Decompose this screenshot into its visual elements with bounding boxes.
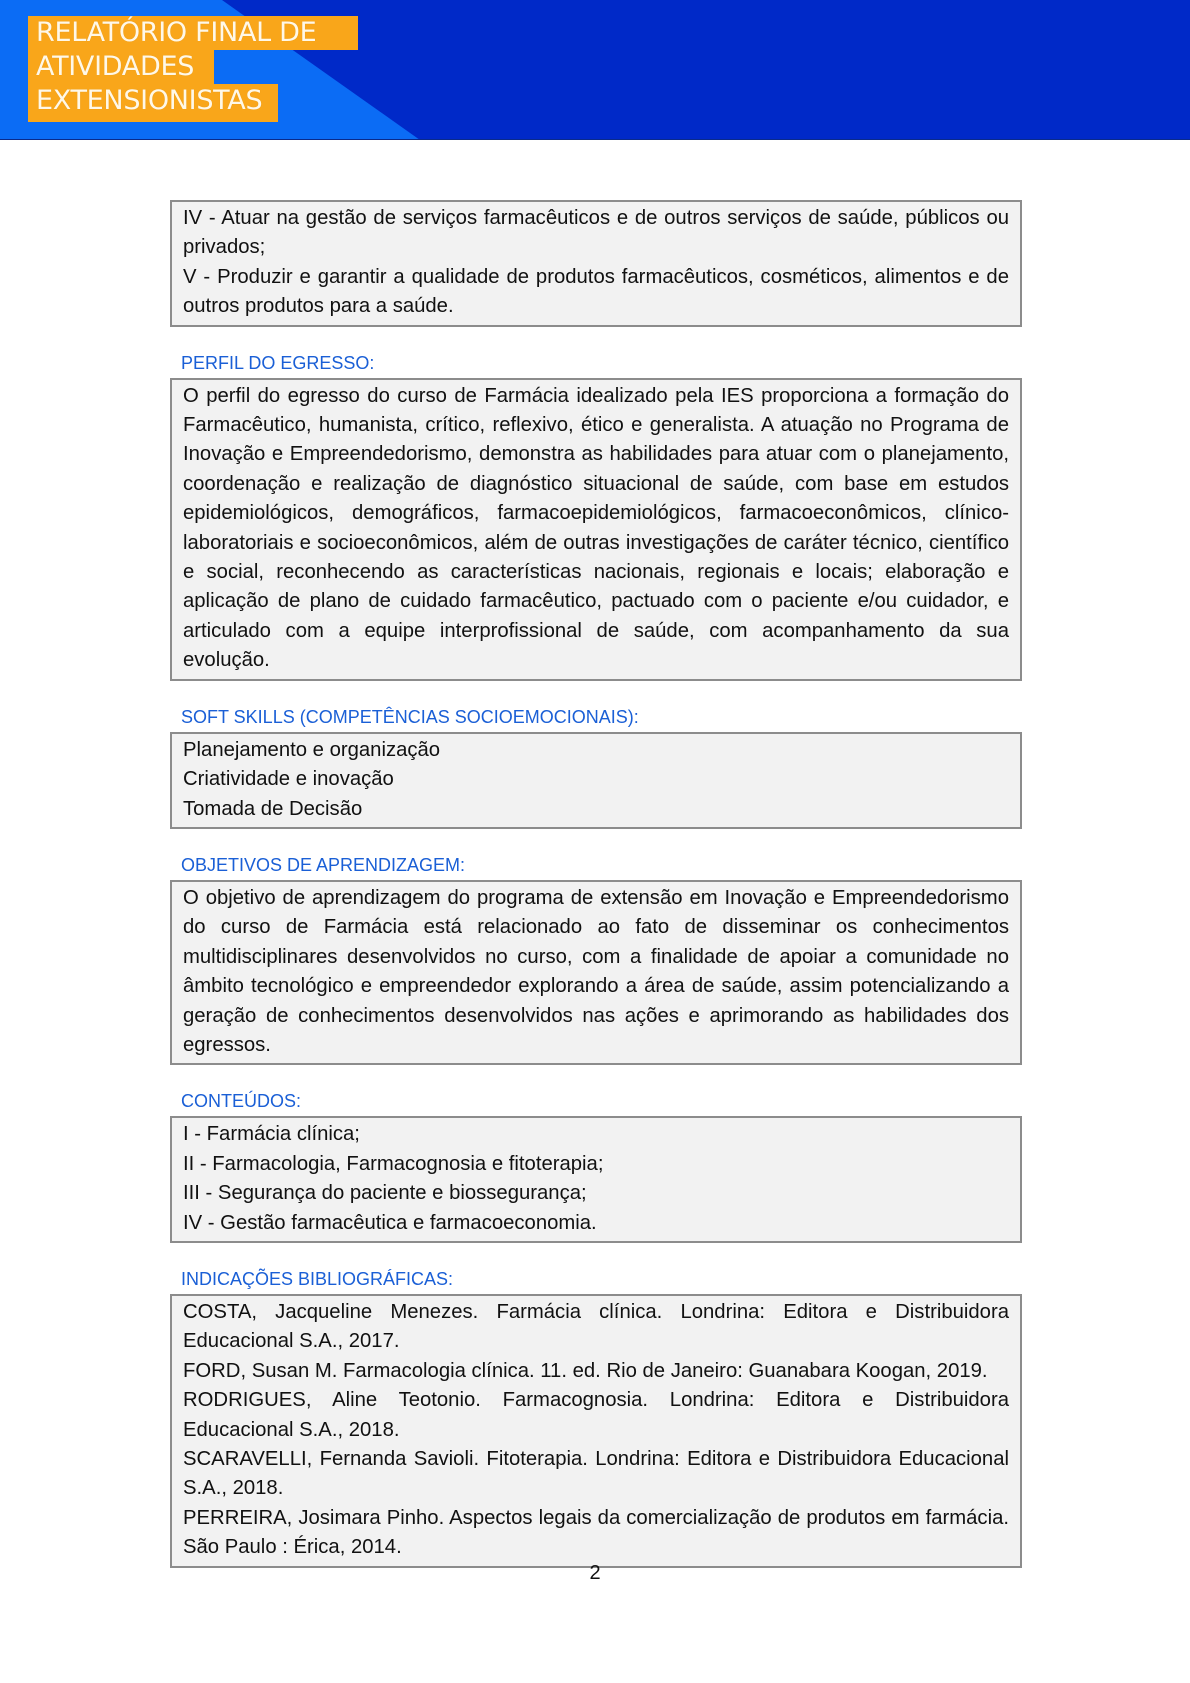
conteudos-box <box>170 1116 1022 1243</box>
list-item: Tomada de Decisão <box>183 797 363 820</box>
section-heading-objetivos: OBJETIVOS DE APRENDIZAGEM: <box>181 854 466 875</box>
bibliography-entry: PERREIRA, Josimara Pinho. Aspectos legais da comercialização de produtos em farmácia. São Paulo : Érica, 2014. <box>183 1506 1009 1559</box>
bibliography-entry: RODRIGUES, Aline Teotonio. Farmacognosia. Londrina: Editora e Distribuidora Educacional S.A., 2018. <box>183 1389 1009 1441</box>
bibliography-entry: COSTA, Jacqueline Menezes. Farmácia clínica. Londrina: Editora e Distribuidora Educacional S.A., 2017. <box>183 1300 1009 1353</box>
list-item: III - Segurança do paciente e biossegurança; <box>183 1182 587 1205</box>
section-heading-conteudos: CONTEÚDOS: <box>181 1091 302 1112</box>
report-title-line: RELATÓRIO FINAL DE <box>28 16 358 50</box>
list-item: I - Farmácia clínica; <box>183 1123 360 1146</box>
page-number: 2 <box>589 1562 601 1584</box>
report-header-banner <box>0 0 1190 140</box>
report-title <box>28 16 358 122</box>
report-title-line: ATIVIDADES <box>28 50 214 84</box>
perfil-text: O perfil do egresso do curso de Farmácia idealizado pela IES proporciona a formação do Farmacêutico, humanista, crítico, reflexivo, ético e generalista. A atuação no Programa de Inovação e Empreendedorismo, demonstra as habilidades para atuar com o planejamento, coordenação e realização de diagnóstico situacional de saúde, com base em estudos epidemiológicos, demográficos, farmacoepidemiológicos, farmacoeconômicos, clínico-laboratoriais e socioeconômicos, além de outras investigações de caráter técnico, científico e social, reconhecendo as características nacionais, regionais e locais; elaboração e aplicação de plano de cuidado farmacêutico, pactuado com o paciente e/ou cuidador, e articulado com a equipe interprofissional de saúde, com acompanhamento da sua evolução. <box>183 384 1009 672</box>
bibliography-entry: SCARAVELLI, Fernanda Savioli. Fitoterapia. Londrina: Editora e Distribuidora Educacional S.A., 2018. <box>183 1448 1009 1500</box>
section-heading-soft-skills: SOFT SKILLS (COMPETÊNCIAS SOCIOEMOCIONAIS): <box>181 706 639 727</box>
competencies-continuation-box <box>170 200 1022 327</box>
bibliography-entry: FORD, Susan M. Farmacologia clínica. 11. ed. Rio de Janeiro: Guanabara Koogan, 2019. <box>183 1359 988 1382</box>
box-line: IV - Atuar na gestão de serviços farmacêuticos e de outros serviços de saúde, públicos ou privados; <box>183 207 1009 259</box>
objetivos-box <box>170 880 1022 1065</box>
list-item: Planejamento e organização <box>183 738 441 761</box>
box-line: V - Produzir e garantir a qualidade de produtos farmacêuticos, cosméticos, alimentos e de outros produtos para a saúde. <box>183 265 1009 318</box>
objetivos-text: O objetivo de aprendizagem do programa de extensão em Inovação e Empreendedorismo do curso de Farmácia está relacionado ao fato de disseminar os conhecimentos multidisciplinares desenvolvidos no curso, com a finalidade de apoiar a comunidade no âmbito tecnológico e empreendedor explorando a área de saúde, assim potencializando a geração de conhecimentos desenvolvidos nas ações e aprimorando as habilidades dos egressos. <box>183 886 1009 1056</box>
soft-skills-box <box>170 732 1022 829</box>
report-title-line: EXTENSIONISTAS <box>28 84 278 122</box>
list-item: II - Farmacologia, Farmacognosia e fitoterapia; <box>183 1152 604 1175</box>
list-item: IV - Gestão farmacêutica e farmacoeconomia. <box>183 1211 597 1234</box>
list-item: Criatividade e inovação <box>183 768 394 791</box>
section-heading-bibliografia: INDICAÇÕES BIBLIOGRÁFICAS: <box>181 1268 454 1289</box>
banner-underline <box>0 139 1190 140</box>
bibliografia-box <box>170 1294 1022 1568</box>
perfil-box <box>170 378 1022 681</box>
section-heading-perfil: PERFIL DO EGRESSO: <box>181 352 375 373</box>
document-body <box>170 200 1022 1568</box>
